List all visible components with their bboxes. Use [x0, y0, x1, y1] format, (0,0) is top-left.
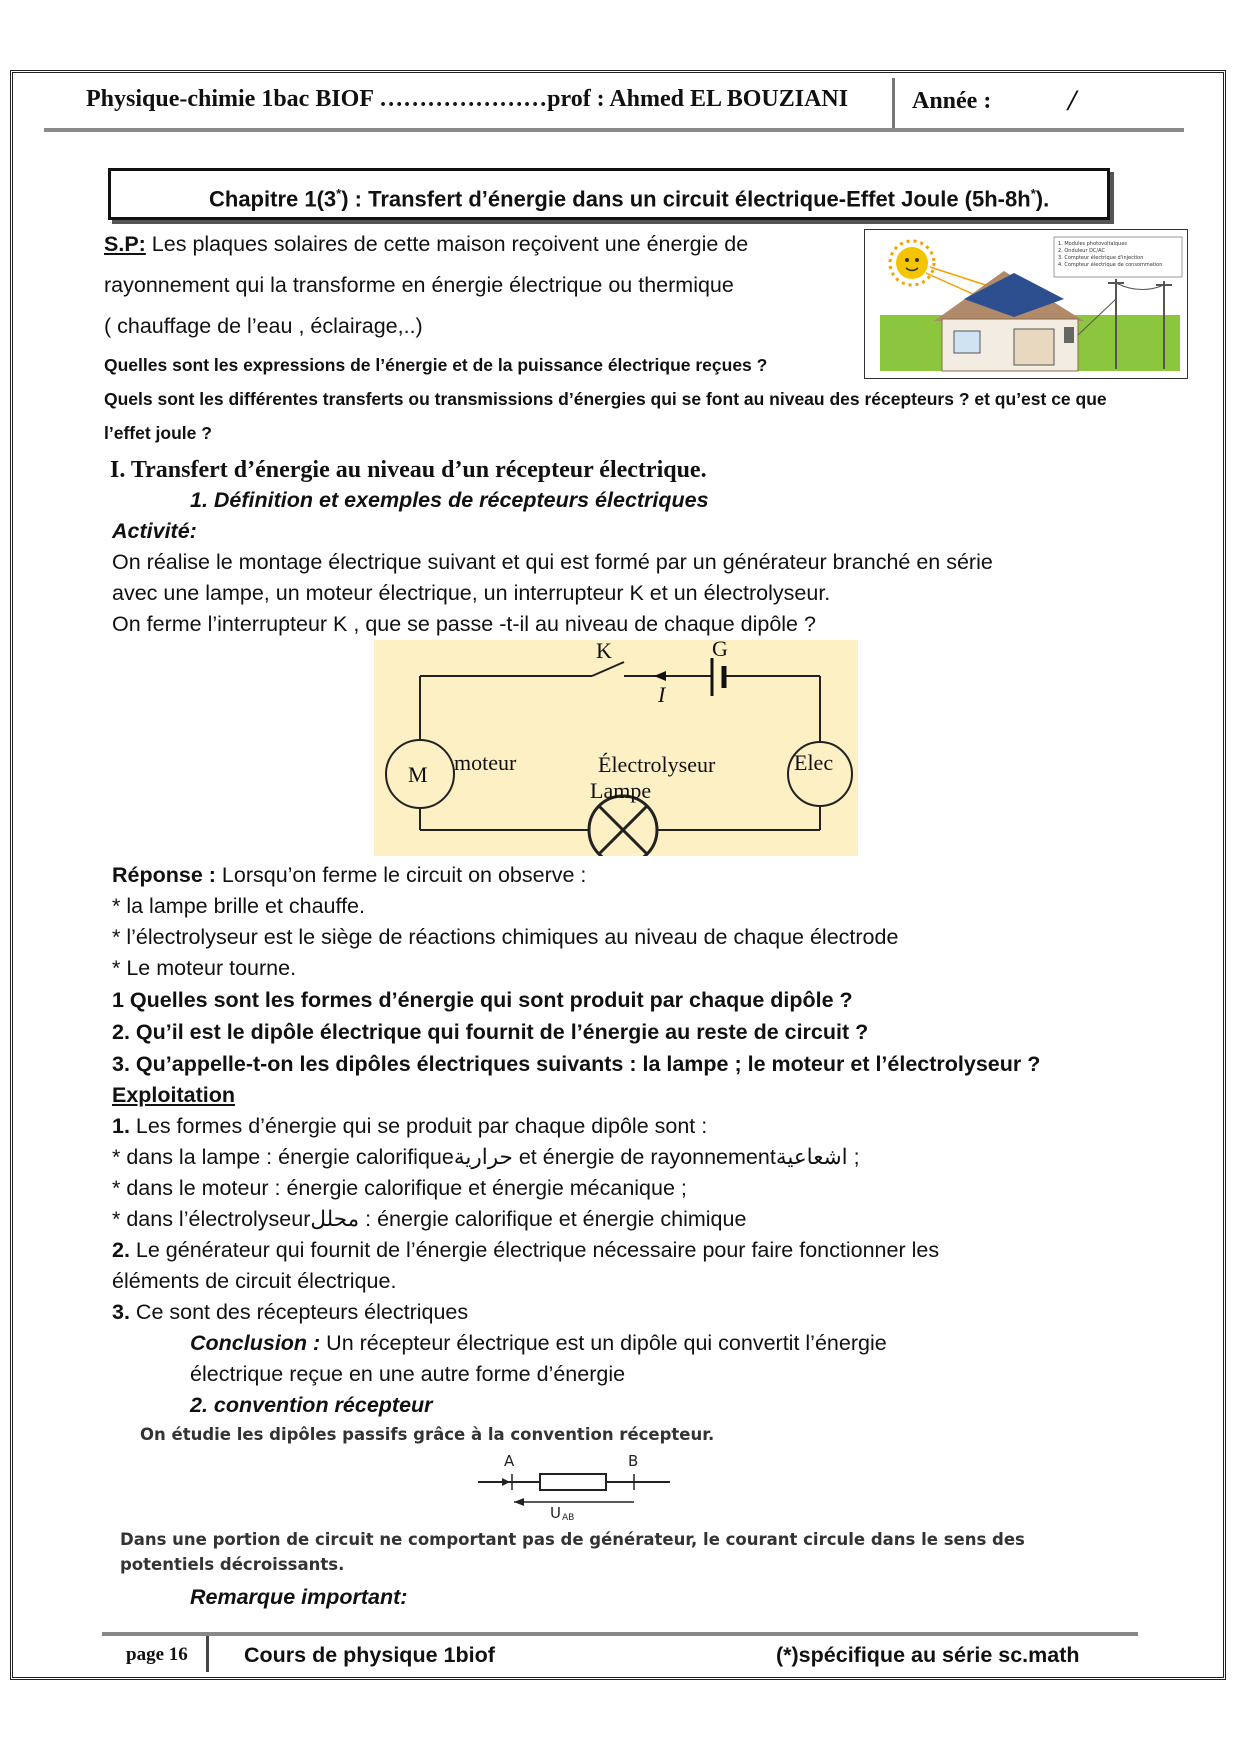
convention-title: 2. convention récepteur — [190, 1393, 433, 1417]
remarque-title: Remarque important: — [190, 1585, 408, 1609]
sp-line3: ( chauffage de l’eau , éclairage,..) — [104, 314, 423, 338]
exploitation-label: Exploitation — [112, 1083, 236, 1107]
exploitation-1: 1. Les formes d’énergie qui se produit par chaque dipôle sont : — [112, 1114, 708, 1138]
voltage-arrow-icon — [514, 1498, 524, 1506]
exploitation-2-line2: éléments de circuit électrique. — [112, 1269, 397, 1293]
observation-1: * la lampe brille et chauffe. — [112, 894, 365, 918]
observation-2: * l’électrolyseur est le siège de réactions chimiques au niveau de chaque électrode — [112, 925, 899, 949]
label-m: M — [408, 762, 428, 787]
label-electrolyseur: Électrolyseur — [598, 752, 716, 777]
label-g: G — [712, 640, 728, 661]
section1-title: I. Transfert d’énergie au niveau d’un récepteur électrique. — [110, 457, 707, 483]
label-moteur: moteur — [454, 750, 517, 775]
label-elec: Elec — [794, 750, 834, 775]
question-2: 2. Qu’il est le dipôle électrique qui fournit de l’énergie au reste de circuit ? — [112, 1020, 869, 1044]
sp-question3: l’effet joule ? — [104, 423, 212, 443]
label-u: U — [550, 1504, 561, 1520]
activite-line3: On ferme l’interrupteur K , que se passe -t-il au niveau de chaque dipôle ? — [112, 612, 816, 636]
label-current: I — [658, 682, 666, 707]
header-rule — [44, 128, 1184, 132]
legend-4: 4. Compteur électrique de consommation — [1058, 262, 1163, 268]
exploitation-moteur: * dans le moteur : énergie calorifique et énergie mécanique ; — [112, 1176, 687, 1200]
label-k: K — [596, 640, 612, 663]
current-arrow-icon — [502, 1478, 510, 1486]
lamp-symbol — [589, 796, 657, 856]
label-lampe: Lampe — [590, 778, 652, 803]
convention-diagram — [474, 1448, 674, 1520]
footer-separator — [206, 1636, 209, 1672]
observation-3: * Le moteur tourne. — [112, 956, 297, 980]
conclusion-line1: Conclusion : Un récepteur électrique est un dipôle qui convertit l’énergie — [190, 1331, 887, 1355]
conclusion-line2: électrique reçue en une autre forme d’énergie — [190, 1362, 626, 1386]
exploitation-electrolyseur: * dans l’électrolyseurمحلل : énergie calorifique et énergie chimique — [112, 1207, 747, 1231]
exploitation-2-line1: 2. Le générateur qui fournit de l’énergie électrique nécessaire pour faire fonctionner les — [112, 1238, 940, 1262]
chapter-title: Chapitre 1(3*) : Transfert d’énergie dans un circuit électrique-Effet Joule (5h-8h*). — [108, 168, 1110, 220]
footer-rule — [102, 1632, 1138, 1636]
solar-house-image — [864, 229, 1188, 379]
question-1: 1 Quelles sont les formes d’énergie qui sont produit par chaque dipôle ? — [112, 988, 853, 1012]
activite-line1: On réalise le montage électrique suivant et qui est formé par un générateur branché en série — [112, 550, 993, 574]
legend-3: 3. Compteur électrique d'injection — [1058, 255, 1144, 261]
convention-rule-line1: Dans une portion de circuit ne comportant pas de générateur, le courant circule dans le sens des — [120, 1530, 1025, 1549]
header-separator — [892, 78, 895, 130]
label-a: A — [504, 1452, 515, 1470]
exploitation-3: 3. Ce sont des récepteurs électriques — [112, 1300, 469, 1324]
header-annee-value: / — [1068, 84, 1077, 117]
header-annee-label: Année : — [912, 88, 992, 114]
section1-subtitle: 1. Définition et exemples de récepteurs électriques — [190, 488, 709, 512]
sp-line2: rayonnement qui la transforme en énergie électrique ou thermique — [104, 273, 734, 297]
footer-course: Cours de physique 1biof — [244, 1643, 495, 1667]
reponse-line: Réponse : Lorsqu’on ferme le circuit on observe : — [112, 863, 587, 887]
footer-note: (*)spécifique au série sc.math — [776, 1643, 1080, 1667]
circuit-diagram — [374, 640, 858, 856]
label-u-sub: AB — [562, 1513, 575, 1520]
exploitation-lampe: * dans la lampe : énergie calorifiqueحرارية et énergie de rayonnementاشعاعية ; — [112, 1145, 860, 1169]
sp-question2: Quels sont les différentes transferts ou transmissions d’énergies qui se font au niveau des récepteurs ? et qu’est ce que — [104, 389, 1107, 409]
resistor-symbol — [540, 1474, 606, 1490]
label-b: B — [628, 1452, 639, 1470]
sp-question1: Quelles sont les expressions de l’énergie et de la puissance électrique reçues ? — [104, 355, 768, 375]
convention-intro: On étudie les dipôles passifs grâce à la convention récepteur. — [140, 1425, 715, 1444]
footer-page: page 16 — [126, 1644, 188, 1665]
activite-label: Activité: — [112, 519, 197, 543]
question-3: 3. Qu’appelle-t-on les dipôles électriques suivants : la lampe ; le moteur et l’électrolyseur ? — [112, 1052, 1041, 1076]
sp-line1: S.P: Les plaques solaires de cette maison reçoivent une énergie de — [104, 232, 749, 256]
convention-rule-line2: potentiels décroissants. — [120, 1555, 345, 1574]
legend-1: 1. Modules photovoltaïques — [1058, 241, 1128, 247]
header-course: Physique-chimie 1bac BIOF …………………prof : Ahmed EL BOUZIANI — [86, 86, 849, 112]
legend-2: 2. Onduleur DC/AC — [1058, 248, 1105, 254]
activite-line2: avec une lampe, un moteur électrique, un interrupteur K et un électrolyseur. — [112, 581, 831, 605]
